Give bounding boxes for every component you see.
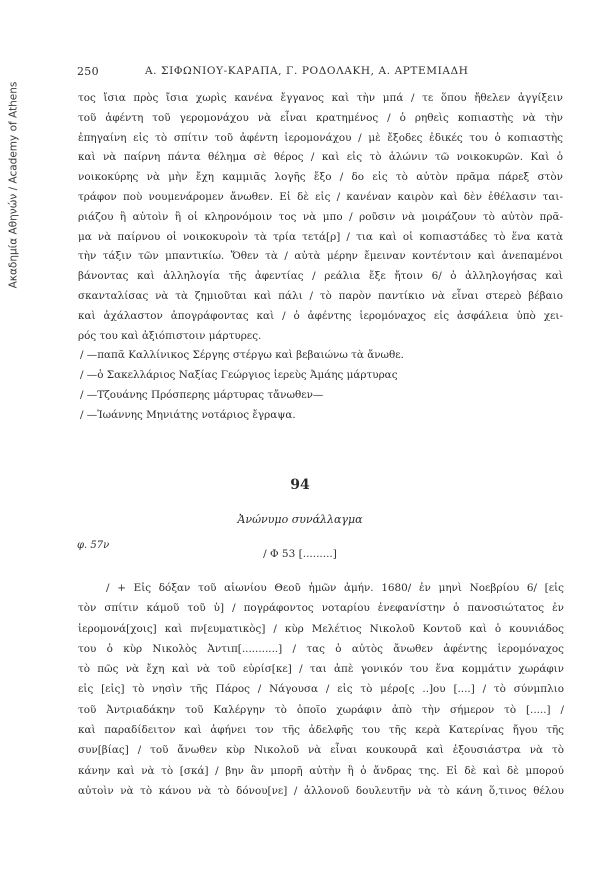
text-line: εἰς [εἰς] τὸ νησὶν τῆς Πάρος / Νάγουσα / εἰς τὸ μέρο[ς ..]ου [....] / τὸ σύνμπλιο [78,683,564,696]
previous-document-text [78,89,563,426]
text-line: καὶ ἀχάλαστον ἀπογράφοντας καὶ / ὁ ἀφέντης ἱερομόναχος εἰς ἀσφάλεια ὑπὸ χει- [78,309,563,322]
text-line: τὸν σπίτιν κάμοῦ τοῦ ὑ] / πογράφοντος νοταρίου ἐνεφανίστην ὁ πανοσιώτατος ἐν [78,602,564,615]
text-line: ρός του καὶ ἀξιόπιστοιν μάρτυρες. [78,329,262,342]
signature-line: / —ὁ Σακελλάριος Ναξίας Γεώργιος ἱερεὺς Ἀμάης μάρτυρας [80,369,398,382]
text-line: τὴν τάξιν τῶν μπαντικίω. Ὅθεν τὰ / αὐτὰ μέρην ἔμειναν κοντέντοιν καὶ ἀνεπαμένοι [78,250,563,263]
folio-reference: φ. 57ν [77,540,110,551]
text-line: τράφον ποὺ νουμενάρομεν ἄνωθεν. Εἰ δὲ εἰς / κανέναν καιρὸν καὶ δὲν ἐθέλασιν ται- [78,190,563,203]
running-head: Α. ΣΙΦΩΝΙΟΥ-ΚΑΡΑΠΑ, Γ. ΡΟΔΟΛΑΚΗ, Α. ΑΡΤΕΜΙΑΔΗ [145,65,469,77]
text-line: αὐτοὶν νὰ τὸ κάνου νὰ τὸ δόνου[νε] / ἀλλονοῦ δουλευτῆν νὰ τὸ κάνη ὅ,τινος θέλου [78,784,564,797]
signature-line: / —Τζουάνης Πρόσπερης μάρτυρας τἄνωθεν— [80,388,324,401]
text-line: / + Εἰς δόξαν τοῦ αἰωνίου Θεοῦ ἡμῶν ἀμήν. 1680/ ἐν μηνὶ Νοεβρίου 6/ [εἰς [106,582,564,594]
document-title: Ἀνώνυμο συνάλλαγμα [237,513,363,526]
signature-line: / —Ἰωάννης Μηνιάτης νοτάριος ἔγραψα. [80,408,296,421]
text-line: τοῦ Ἀντριαδάκην τοῦ Καλέργην τὸ ὁποῖο χωράφιν ἀπὸ τὴν σήμερον τὸ [.....] / [78,703,564,716]
text-line: ἐπηγαίνη εἰς τὸ σπίτιν τοῦ ἀφέντη ἱερομονάχου / μὲ ἔξοδες ἐδικές του ὁ κοπιαστὴς [78,131,563,144]
document-text [78,578,564,801]
text-line: σκανταλίσας νὰ τὰ ζημιοῦται καὶ πάλι / τὸ παρὸν παντίκιο νὰ εἶναι στερεὸ βέβαιο [78,289,563,302]
page-number: 250 [77,65,99,78]
signature-line: / —παπᾶ Καλλίνικος Σέργης στέργω καὶ βεβαιώνω τὰ ἄνωθε. [80,349,404,362]
text-line: ἱερομονά[χοις] καὶ πν[ευματικὸς] / κὺρ Μελέτιος Νικολοῦ Κοντοῦ καὶ ὁ κουνιάδος [78,622,564,635]
text-line: τοῦ ἀφέντη τοῦ γερομονάχου νὰ εἶναι κρατημένος / ὁ ρηθεὶς κοπιαστὴς νὰ τὴν [78,111,563,124]
text-line: κάνην καὶ νὰ τὸ [σκά] / βην ἂν μπορῆ αὐτὴν ἢ ὁ ἄνδρας της. Εἰ δὲ καὶ δὲ μπορού [78,764,564,777]
text-line: καὶ νὰ παίρνη πάντα θέλημα σὲ θέρος / καὶ εἰς τὸ ἁλώνιν τῶ νοικοκυρῶν. Καὶ ὁ [78,151,563,164]
text-line: συν[βίας] / τοῦ ἄνωθεν κὺρ Νικολοῦ νὰ εἶναι κουκουρᾶ καὶ ἐξουσιάστρα νὰ τὸ [78,744,564,757]
watermark [2,60,24,310]
text-line: του ὁ κὺρ Νικολὸς Ἀντιπ[...........] / τας ὁ αὐτὸς ἄνωθεν ἀφέντης ἱερομόναχος [78,642,564,655]
text-line: μα νὰ παίρνου οἱ νοικοκυροὶν τὰ τρία τετά[ρ] / τια καὶ οἱ κοπιαστάδες τὸ ἕνα κατὰ [78,230,563,243]
text-line: τὸ πῶς νὰ ἔχη καὶ νὰ τοῦ εὑρίσ[κε] / ται ἀπὲ γονικόν του ἕνα κομμάτιν χωράφιν [78,663,564,676]
document-number: 94 [290,477,310,493]
archive-reference: / Φ 53 [.........] [263,548,337,560]
text-line: βάνοντας καὶ ἀλληλογία τῆς ἀφεντίας / ρεάλια ἔξε ἤτοιν 6/ ὁ ἀλληλογήσας καὶ [78,270,563,283]
text-line: τος ἴσια πρὸς ἴσια χωρὶς κανένα ἔγγανος καὶ τὴν μπά / τε ὅπου ἤθελεν ἀγγίξειν [78,92,563,104]
watermark-text: Ακαδημία Αθηνών / Academy of Athens [7,81,20,289]
text-line: νοικοκύρης νὰ μὴν ἔχη καμμιᾶς λογῆς ἔξο / δο εἰς τὸ αὐτὸν πρᾶμα πάρεξ στὸν [78,171,563,184]
text-line: καὶ παραδίδειτον καὶ ἀφήνει τον τῆς ἀδελφῆς του τῆς κερὰ Κατερίνας ἤγου τῆς [78,724,564,737]
text-line: ριάζου ἢ αὐτοὶν ἢ οἱ κληρονόμοιν τος νὰ μπο / ροῦσιν νὰ μοιράζουν τὸ αὐτὸν πρᾶ- [78,210,563,223]
